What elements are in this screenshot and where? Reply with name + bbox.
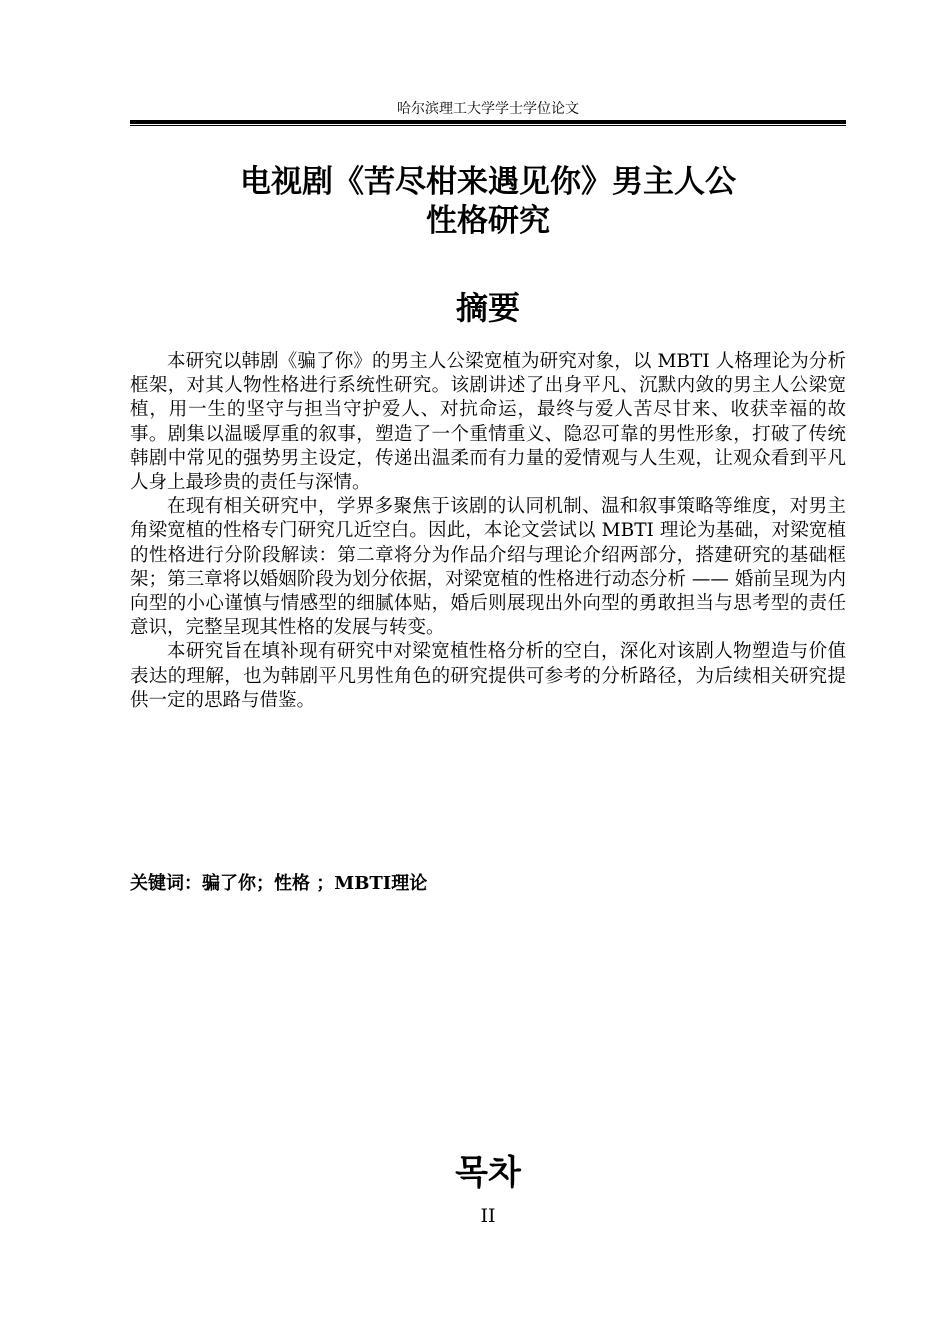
toc-heading: 목차 <box>455 1153 521 1193</box>
abstract-paragraph-3: 本研究旨在填补现有研究中对梁宽植性格分析的空白，深化对该剧人物塑造与价值表达的理解，也为韩剧平凡男性角色的研究提供可参考的分析路径，为后续相关研究提供一定的思路与借鉴。 <box>130 641 846 711</box>
header-rule-thin <box>130 125 846 126</box>
header-rule-thick <box>130 120 846 124</box>
abstract-body <box>130 350 846 713</box>
abstract-paragraph-1: 本研究以韩剧《骗了你》的男主人公梁宽植为研究对象，以 MBTI 人格理论为分析框架，对其人物性格进行系统性研究。该剧讲述了出身平凡、沉默内敛的男主人公梁宽植，用一生的坚守与担当守护爱人、对抗命运，最终与爱人苦尽甘来、收获幸福的故事。剧集以温暖厚重的叙事，塑造了一个重情重义、隐忍可靠的男性形象，打破了传统韩剧中常见的强势男主设定，传递出温柔而有力量的爱情观与人生观，让观众看到平凡人身上最珍贵的责任与深情。 <box>130 351 846 494</box>
thesis-title <box>130 163 846 241</box>
thesis-title-line2: 性格研究 <box>426 203 550 239</box>
keywords: 关键词：骗了你；性格 ；MBTI理论 <box>130 873 428 894</box>
thesis-title-line1: 电视剧《苦尽柑来遇见你》男主人公 <box>240 164 736 200</box>
abstract-heading: 摘要 <box>455 289 520 327</box>
running-header: 哈尔滨理工大学学士学位论文 <box>397 101 579 117</box>
abstract-paragraph-2: 在现有相关研究中，学界多聚焦于该剧的认同机制、温和叙事策略等维度，对男主角梁宽植的性格专门研究几近空白。因此，本论文尝试以 MBTI 理论为基础，对梁宽植的性格进行分阶段解读：第二章将分为作品介绍与理论介绍两部分，搭建研究的基础框架；第三章将以婚姻阶段为划分依据，对梁宽植的性格进行动态分析 —— 婚前呈现为内向型的小心谨慎与情感型的细腻体贴，婚后则展现出外向型的勇敢担当与思考型的责任意识，完整呈现其性格的发展与转变。 <box>130 496 846 639</box>
page-number: II <box>480 1205 496 1227</box>
